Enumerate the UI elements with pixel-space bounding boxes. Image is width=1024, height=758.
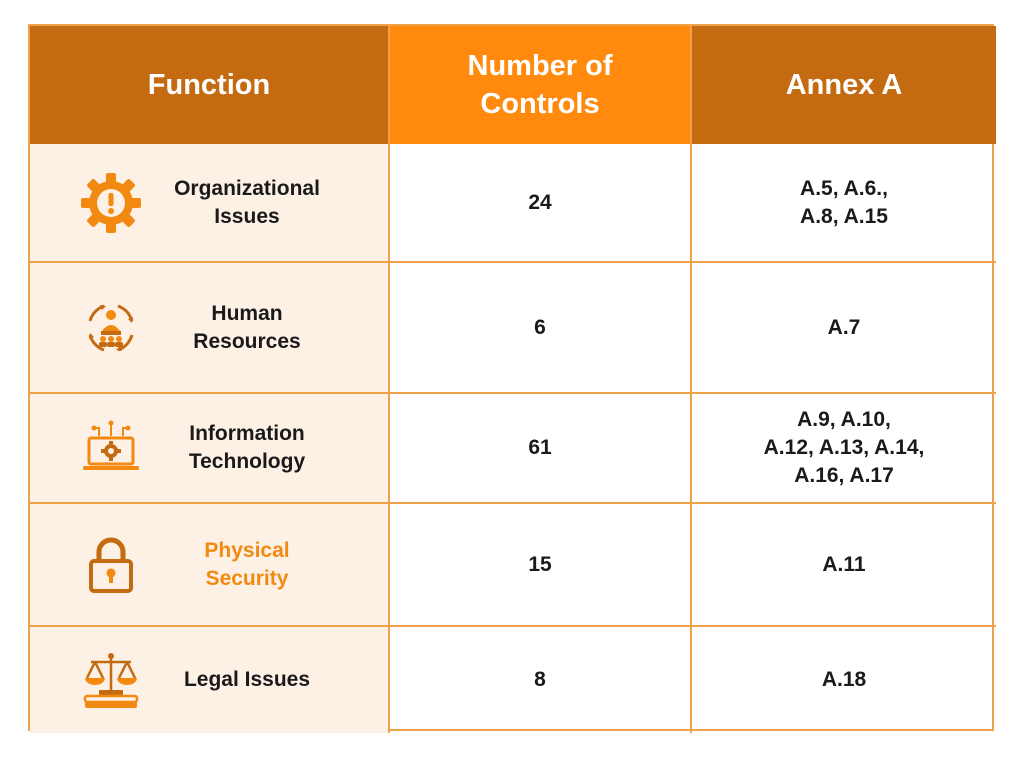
table-row-physical-security-function <box>30 504 390 627</box>
table-row-legal-issues-controls: 8 <box>390 627 692 733</box>
table-row-organizational-issues-function <box>30 144 390 263</box>
table-row-human-resources-function <box>30 263 390 394</box>
table-row-physical-security-annex: A.11 <box>692 504 996 627</box>
controls-table-container <box>28 24 994 731</box>
header-function: Function <box>30 26 390 144</box>
controls-table <box>28 24 994 731</box>
table-row-information-technology-annex: A.9, A.10, A.12, A.13, A.14, A.16, A.17 <box>692 394 996 504</box>
table-row-organizational-issues-annex: A.5, A.6., A.8, A.15 <box>692 144 996 263</box>
function-label: Organizational Issues <box>174 176 320 228</box>
header-annex-a: Annex A <box>692 26 996 144</box>
function-label: Information Technology <box>188 422 306 473</box>
table-row-human-resources-annex: A.7 <box>692 263 996 394</box>
team-cycle-icon <box>76 293 146 363</box>
table-row-legal-issues-annex: A.18 <box>821 668 867 691</box>
table-row-physical-security-controls: 15 <box>390 504 692 627</box>
laptop-circuit-icon <box>76 413 146 483</box>
function-label: Physical Security <box>204 538 290 590</box>
table-row-information-technology-controls: 61 <box>390 394 692 504</box>
table-row-organizational-issues-controls: 24 <box>390 144 692 263</box>
table-row-information-technology-function <box>30 394 390 504</box>
scales-book-icon <box>76 645 146 715</box>
gear-alert-icon <box>76 168 146 238</box>
table-row-human-resources-controls: 6 <box>390 263 692 394</box>
function-label: Legal Issues <box>183 668 311 691</box>
padlock-icon <box>76 530 146 600</box>
function-label: Human Resources <box>193 301 301 353</box>
table-row-legal-issues-function <box>30 627 390 733</box>
header-number-of-controls: Number of Controls <box>390 26 692 144</box>
